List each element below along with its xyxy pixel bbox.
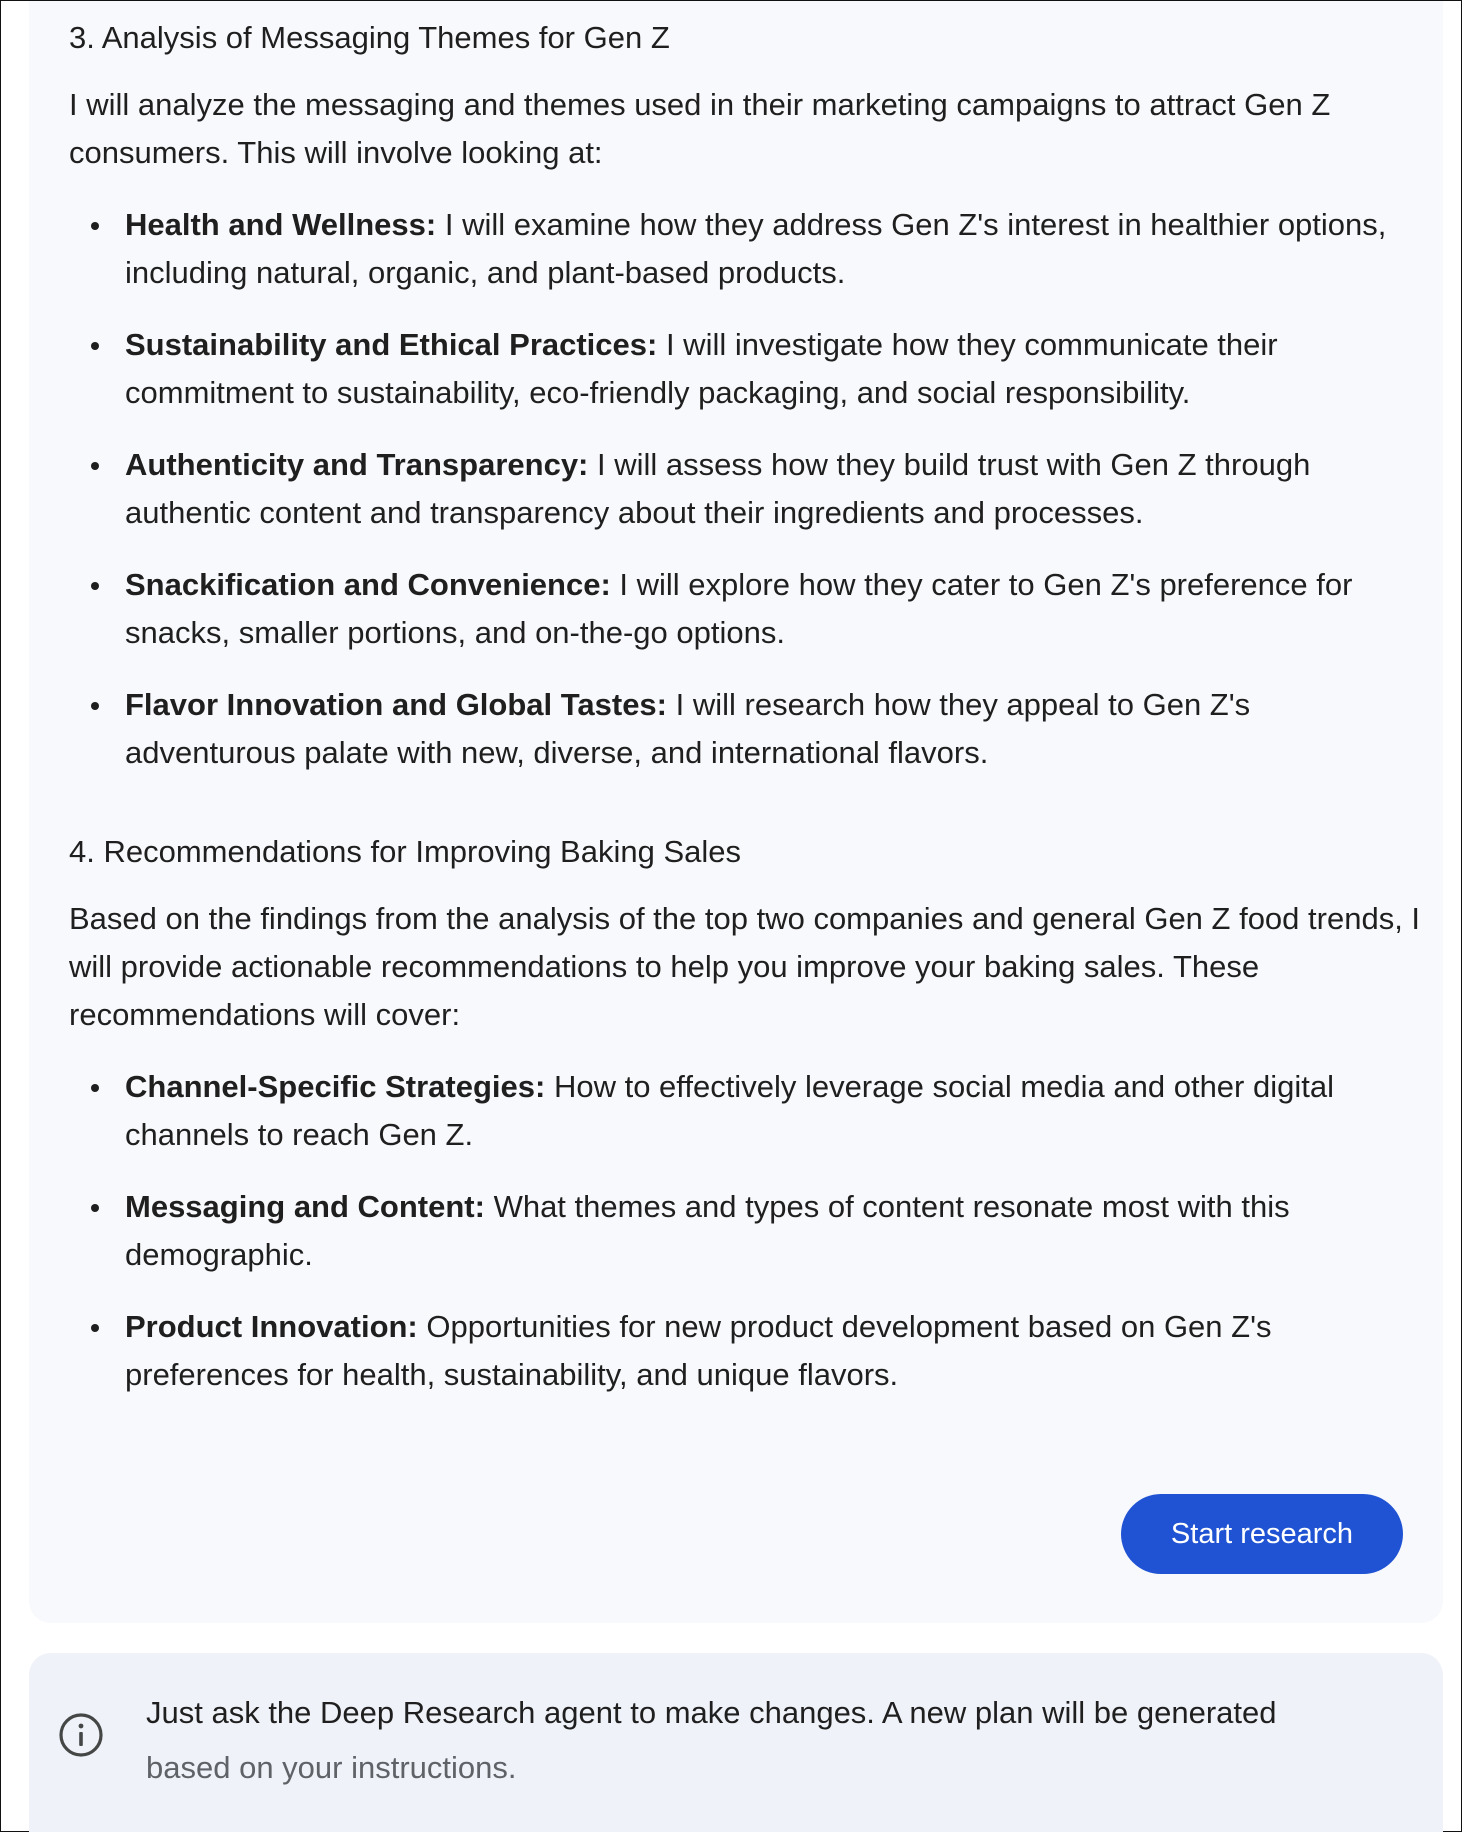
recommendations-list (69, 1063, 1429, 1399)
section-intro-messaging-themes: I will analyze the messaging and themes used in their marketing campaigns to attract Gen Z consumers. This will involve looking at: (69, 87, 1331, 170)
list-item-text: I will research how they appeal to Gen Z's adventurous palate with new, diverse, and international flavors. (125, 687, 1251, 770)
list-item (69, 321, 1429, 417)
list-item-text: Opportunities for new product development based on Gen Z's preferences for health, sustainability, and unique flavors. (125, 1309, 1272, 1392)
info-banner (29, 1653, 1443, 1832)
section-heading-recommendations: 4. Recommendations for Improving Baking Sales (69, 834, 741, 869)
list-item-term: Product Innovation: (125, 1309, 418, 1344)
list-item (69, 1183, 1429, 1279)
bullet-dot (91, 1324, 99, 1332)
list-item-term: Messaging and Content: (125, 1189, 485, 1224)
bullet-dot (91, 702, 99, 710)
bullet-dot (91, 342, 99, 350)
list-item-text: I will investigate how they communicate their commitment to sustainability, eco-friendly packaging, and social responsibility. (125, 327, 1278, 410)
list-item-term: Health and Wellness: (125, 207, 437, 242)
list-item-term: Flavor Innovation and Global Tastes: (125, 687, 668, 722)
info-message (146, 1685, 1346, 1795)
list-item (69, 681, 1429, 777)
bullet-dot (91, 1084, 99, 1092)
bullet-dot (91, 462, 99, 470)
start-research-button[interactable]: Start research (1121, 1494, 1403, 1574)
list-item (69, 1303, 1429, 1399)
list-item (69, 1063, 1429, 1159)
plan-content (69, 17, 1429, 1423)
section-heading-messaging-themes: 3. Analysis of Messaging Themes for Gen Z (69, 20, 670, 55)
list-item-text: What themes and types of content resonate most with this demographic. (125, 1189, 1290, 1272)
info-message-main: Just ask the Deep Research agent to make changes. A new plan will be generated (146, 1695, 1277, 1730)
list-item (69, 441, 1429, 537)
bullet-dot (91, 222, 99, 230)
messaging-themes-list (69, 201, 1429, 777)
list-item-term: Authenticity and Transparency: (125, 447, 589, 482)
list-item-text: I will assess how they build trust with Gen Z through authentic content and transparency about their ingredients and processes. (125, 447, 1311, 530)
list-item-term: Snackification and Convenience: (125, 567, 611, 602)
section-intro-recommendations: Based on the findings from the analysis of the top two companies and general Gen Z food trends, I will provide actionable recommendations to help you improve your baking sales. These recommendations will cover: (69, 901, 1421, 1032)
research-plan-card (29, 1, 1443, 1623)
list-item (69, 561, 1429, 657)
list-item-text: How to effectively leverage social media and other digital channels to reach Gen Z. (125, 1069, 1334, 1152)
list-item-term: Channel-Specific Strategies: (125, 1069, 546, 1104)
list-item-text: I will explore how they cater to Gen Z's preference for snacks, smaller portions, and on-the-go options. (125, 567, 1353, 650)
bullet-dot (91, 582, 99, 590)
info-icon (57, 1711, 105, 1759)
list-item (69, 201, 1429, 297)
list-item-term: Sustainability and Ethical Practices: (125, 327, 658, 362)
bullet-dot (91, 1204, 99, 1212)
info-message-continued: based on your instructions. (146, 1750, 517, 1785)
list-item-text: I will examine how they address Gen Z's interest in healthier options, including natural, organic, and plant-based products. (125, 207, 1387, 290)
